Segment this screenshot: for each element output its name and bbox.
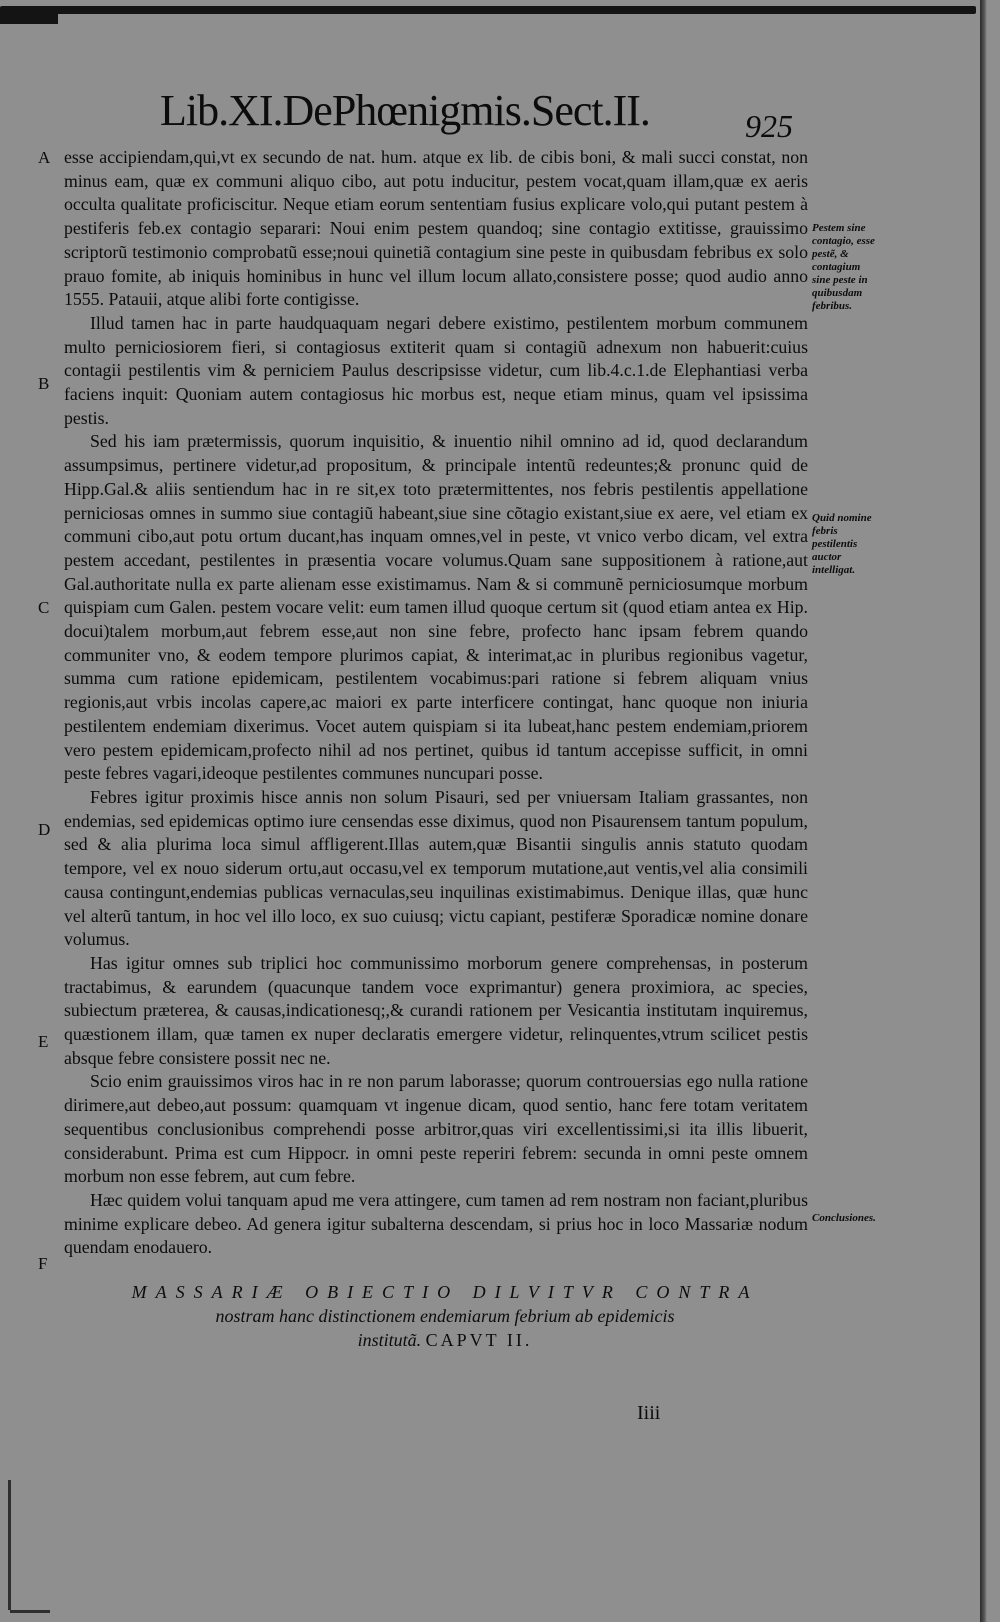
- margin-note-3: Conclusiones.: [812, 1212, 876, 1224]
- running-head: Lib.XI.DePhœnigmis.Sect.II.: [160, 86, 650, 135]
- paragraph-3: Sed his iam prætermissis, quorum inquisitio, & inuentio nihil omnino ad id, quod declarandum assumpsimus, pertinere videtur,ad propositum, & principale intentũ redeuntes;& pronunc quid de Hipp.Gal.& aliis sentiendum hac in re sit,ex toto prætermittentes, nos febris pestilentis appellatione perniciosas omnes in summo siue contagiũ habeant,siue sine cõtagio existant,siue ex aere, vel etiam ex communi cibo,aut potu ortum ducant,has inquam omnes,vel in peste, vt vnico verbo dicam, vel extra pestem accedant, pestilentes in præsentia vocare volumus.Quam sane suppositionem à ratione,aut Gal.authoritate nulla ex parte alienam esse existimamus. Nam & si communẽ perniciosumque morbum quispiam cum Galen. pestem vocare velit: eum tamen illud quoque certum sit (quod etiam antea ex Hip. docui)talem morbum,aut febrem esse,aut non sine febre, profecto hanc ipsam febrem quando communiter vno, & eodem tempore plurimos capiat, & interimat,ac in pluribus regionibus vagetur, summa cum ratione epidemicam, pestilentem vocabimus:pari ratione si febrem aliquam vnius regionis,aut vrbis incolas capere,ac maiori ex parte interficere contingat, hanc quoque non iniuria pestilentem endemiam dixerimus. Vocet autem quispiam si ita lubeat,hanc pestem endemiam,priorem vero pestem epidemicam,profecto nihil ad nos pertinet, quibus id tantum accepisse sufficit, in omni peste febres vagari,ideoque pestilentes communes nuncupari posse.: [64, 431, 808, 784]
- page-edge-left: [8, 1480, 11, 1610]
- section-letter-e: E: [38, 1032, 49, 1051]
- top-border: [0, 6, 976, 14]
- paragraph-7: Hæc quidem volui tanquam apud me vera attingere, cum tamen ad rem nostram non faciant,pluribus minime explicare debeo. Ad genera igitur subalterna descendam, si prius hoc in loco Massariæ nodum quendam enodauero.: [64, 1189, 808, 1258]
- signature-mark: Iiii: [637, 1402, 661, 1424]
- section-letter-b: B: [38, 374, 50, 393]
- section-letter-a: A: [38, 148, 51, 167]
- section-letter-f: F: [38, 1254, 48, 1273]
- paragraph-2: Illud tamen hac in parte haudquaquam negari debere existimo, pestilentem morbum communem multo perniciosiorem fieri, si contagiosus extiterit quam si contagiũ adnexum non habuerit:cuius contagii pestilentis vim & perniciem Paulus descripsisse videtur, cum lib.4.c.1.de Elephantiasi verba faciens inquit: Quoniam autem contagiosus hic morbus est, neque etiam minus, quam vel ipsissima pestis.: [64, 312, 808, 428]
- section-letter-c: C: [38, 598, 50, 617]
- margin-note-1: Pestem sine contagio, esse pestẽ, & contagium sine peste in quibusdam febribus.: [812, 222, 875, 312]
- page-edge-right: [980, 0, 987, 1622]
- paragraph-1: esse accipiendam,qui,vt ex secundo de nat. hum. atque ex lib. de cibis boni, & mali succi constat, non minus eam, quæ ex communi aliquo cibo, aut potu inducitur, pestem vocat,quam illam,quæ ex aeris occulta qualitate proficiscitur. Neque etiam eorum sententiam fusius explicare volo,qui putant pestem à pestiferis feb.ex contagio separari: Noui enim pestem quandoq; sine contagio extitisse, grauissimo scriptorũ testimonio comprobatũ esse;noui quinetiã contagium sine peste in quibusdam febribus ex solo prauo fomite, ab iniquis hominibus in hunc vel illum locum allato,consistere posse; quod audio anno 1555. Patauii, atque alibi forte contigisse.: [64, 147, 808, 310]
- paragraph-6: Scio enim grauissimos viros hac in re non parum laborasse; quorum controuersias ego nulla ratione dirimere,aut debeo,aut possum: quamquam vt ingenue dicam, quod sentio, hanc fere totam veritatem sequentibus conclusionibus comprehendi posse arbitror,quas viri excellentissimi,si ita illis libuerit, considerabunt. Prima est cum Hippocr. in omni peste reperiri febrem: secunda in omni peste omnem morbum non esse febrem, aut cum febre.: [64, 1071, 808, 1187]
- chapter-heading: [80, 1280, 810, 1352]
- page-edge-bottom: [10, 1610, 50, 1613]
- paragraph-5: Has igitur omnes sub triplici hoc communissimo morborum genere comprehensas, in posterum tractabimus, & earundem (quacunque tandem voce exprimantur) genera proximiora, ac species, subiectum præterea, & causas,indicationesq;,& curandi rationem per Vesicantia institutam inquiremus, quæstionem illam, quæ tamen ex nuper declaratis emergere videtur, relinquentes,vtrum scilicet pestis absque febre consistere possit nec ne.: [64, 952, 808, 1068]
- paragraph-4: Febres igitur proximis hisce annis non solum Pisauri, sed per vniuersam Italiam grassantes, non endemias, sed epidemicas optimo iure censendas esse diximus, quod non Pisaurensem tantum populum, sed & alia plurima loca simul affligerent.Illas autem,quæ Bisantii singulis annis statuto quodam tempore, vel ex nouo siderum ortu,aut occasu,vel ex temporum mutatione,aut ventis,vel alia consimili causa contingunt,endemias publicas vernaculas,seu inquilinas existimabimus. Denique illas, quæ hunc vel alterũ tantum, in hoc vel illo loco, ex suo cuiusq; victu capiant, pestiferæ Sporadicæ nomine donare volumus.: [64, 786, 808, 950]
- top-border-tab: [0, 12, 58, 24]
- margin-note-2: Quid nomine febris pestilentis auctor intelligat.: [812, 512, 872, 576]
- chapter-heading-line-3-text: institutã.: [357, 1330, 422, 1350]
- chapter-number: CAPVT II.: [425, 1330, 533, 1350]
- chapter-heading-line-2: nostram hanc distinctionem endemiarum febrium ab epidemicis: [215, 1306, 675, 1326]
- chapter-heading-line-3: [80, 1328, 810, 1352]
- chapter-heading-line-1: MASSARIÆ OBIECTIO DILVITVR CONTRA: [131, 1282, 759, 1302]
- main-text: [64, 146, 808, 1260]
- section-letter-d: D: [38, 820, 51, 839]
- page-number: 925: [745, 108, 793, 144]
